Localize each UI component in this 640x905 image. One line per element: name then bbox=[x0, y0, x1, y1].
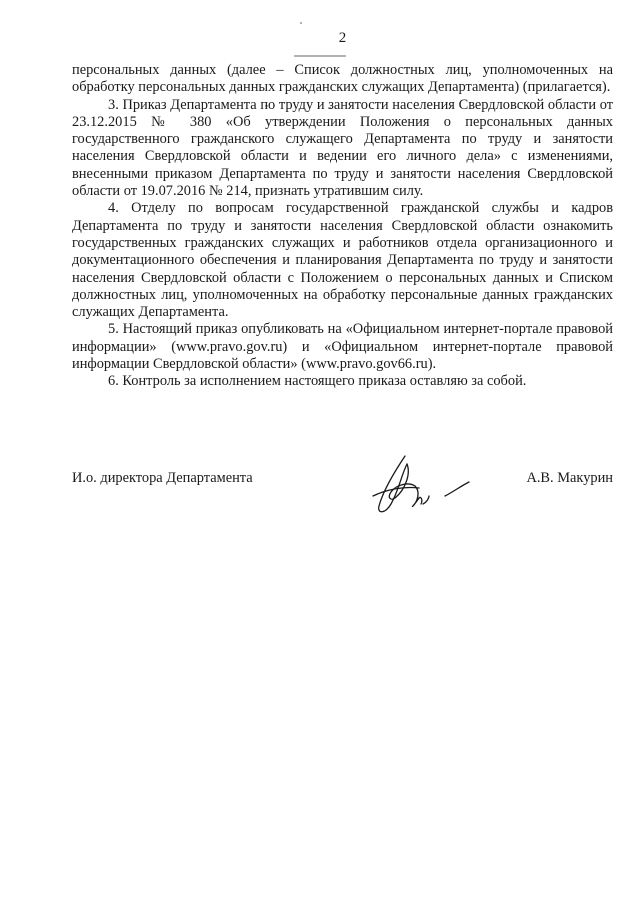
document-body bbox=[72, 62, 613, 391]
scan-artifact bbox=[300, 22, 302, 24]
signature-block bbox=[72, 470, 613, 490]
signatory-position: И.о. директора Департамента bbox=[72, 470, 253, 486]
paragraph-item-5: 5. Настоящий приказ опубликовать на «Официальном интернет-портале правовой информации» (www.pravo.gov.ru) и «Официальном интернет-портале правовой информации Свердловской области» (www.pravo.gov66.ru). bbox=[72, 321, 613, 373]
paragraph-item-6: 6. Контроль за исполнением настоящего приказа оставляю за собой. bbox=[108, 373, 527, 390]
paragraph-item-4: 4. Отделу по вопросам государственной гражданской службы и кадров Департамента по труду и занятости населения Свердловской области ознакомить государственных гражданских служащих и работников отдела организационного и документационного обеспечения и планирования Департамента по труду и занятости населения Свердловской области с Положением о персональных данных и Списком должностных лиц, уполномоченных на обработку персональные данных гражданских служащих Департамента. bbox=[72, 200, 613, 321]
paragraph-item-3: 3. Приказ Департамента по труду и занятости населения Свердловской области от 23.12.2015 № 380 «Об утверждении Положения о персональных данных государственного гражданского служащего Департамента по труду и занятости населения Свердловской области и ведении его личного дела» с изменениями, внесенными приказом Департамента по труду и занятости населения Свердловской области от 19.07.2016 № 214, признать утратившим силу. bbox=[72, 96, 613, 200]
handwritten-signature bbox=[365, 446, 475, 526]
scan-artifact bbox=[294, 55, 346, 57]
page-number: 2 bbox=[338, 30, 347, 46]
paragraph-continuation: персональных данных (далее – Список должностных лиц, уполномоченных на обработку персональных данных гражданских служащих Департамента) (прилагается). bbox=[72, 62, 613, 96]
signatory-name: А.В. Макурин bbox=[526, 470, 613, 486]
